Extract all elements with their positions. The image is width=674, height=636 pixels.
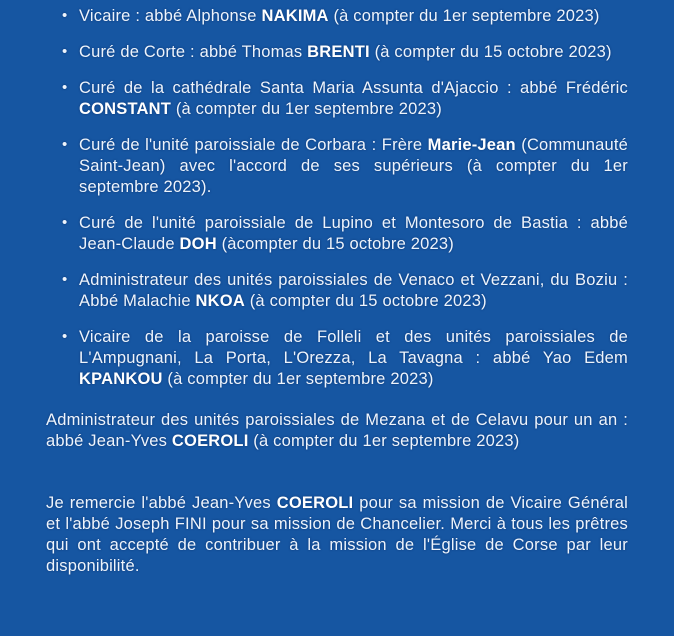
text-segment: (àcompter du 15 octobre 2023)	[216, 235, 454, 253]
text-segment: Curé de l'unité paroissiale de Corbara : Frère	[79, 136, 428, 154]
text-segment: (à compter du 15 octobre 2023)	[244, 292, 487, 310]
text-segment: Vicaire de la paroisse de Folleli et des unités paroissiales de L'Ampugnani, La Porta, L'Orezza, La Tavagna : abbé Yao Edem	[79, 328, 628, 367]
person-name: COEROLI	[276, 494, 354, 512]
appointments-list	[62, 6, 628, 390]
text-segment: pour sa mission de Vicaire Général et l'abbé Joseph FINI pour sa mission de Chancelier. Merci à tous les prêtres qui ont accepté de contribuer à la mission de l'Église de Corse par leur disponibilité.	[46, 494, 629, 575]
text-segment: Je remercie l'abbé Jean-Yves	[46, 494, 277, 512]
appointment-item	[62, 42, 628, 63]
text-segment: Administrateur des unités paroissiales de Venaco et Vezzani, du Boziu : Abbé Malachie	[79, 271, 628, 310]
person-name: Marie-Jean	[427, 136, 516, 154]
text-segment: Vicaire : abbé Alphonse	[79, 7, 262, 25]
text-segment: (Communauté Saint-Jean) avec l'accord de ses supérieurs (à compter du 1er septembre 2023).	[79, 136, 628, 196]
person-name: CONSTANT	[79, 100, 172, 118]
appointment-item	[62, 78, 628, 120]
appointment-item	[62, 6, 628, 27]
appointment-item	[62, 270, 628, 312]
text-segment: Curé de Corte : abbé Thomas	[79, 43, 308, 61]
text-segment: (à compter du 1er septembre 2023)	[171, 100, 442, 118]
person-name: BRENTI	[307, 43, 370, 61]
text-segment: (à compter du 1er septembre 2023)	[162, 370, 434, 388]
text-segment: (à compter du 1er septembre 2023)	[248, 432, 520, 450]
text-segment: (à compter du 1er septembre 2023)	[328, 7, 600, 25]
text-segment: Administrateur des unités paroissiales de Mezana et de Celavu pour un an : abbé Jean-Yves	[46, 411, 628, 450]
person-name: DOH	[179, 235, 217, 253]
text-segment: Curé de l'unité paroissiale de Lupino et Montesoro de Bastia : abbé Jean-Claude	[79, 214, 628, 253]
person-name: NKOA	[195, 292, 245, 310]
person-name: NAKIMA	[261, 7, 329, 25]
text-segment: (à compter du 15 octobre 2023)	[369, 43, 612, 61]
person-name: KPANKOU	[79, 370, 163, 388]
appointment-item	[62, 213, 628, 255]
appointment-item	[62, 135, 628, 198]
thanks-paragraph	[46, 493, 628, 577]
person-name: COEROLI	[171, 432, 249, 450]
text-segment: Curé de la cathédrale Santa Maria Assunta d'Ajaccio : abbé Frédéric	[79, 79, 628, 97]
administrator-paragraph	[46, 410, 628, 452]
appointment-item	[62, 327, 628, 390]
